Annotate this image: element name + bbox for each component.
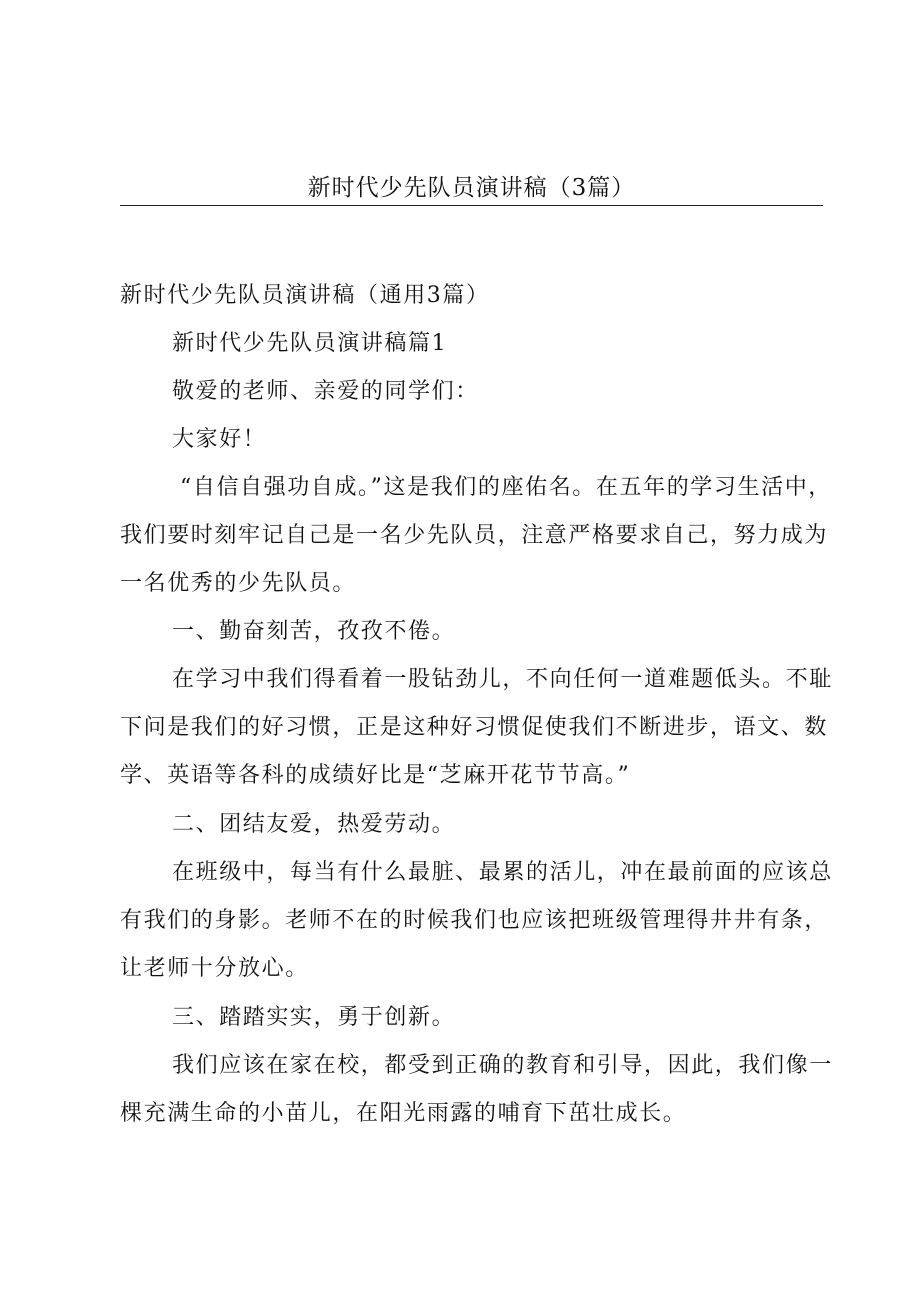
paragraph-line: 在班级中，每当有什么最脏、最累的活儿，冲在最前面的应该总 [172,860,833,885]
section-heading: 新时代少先队员演讲稿篇1 [172,331,448,356]
paragraph-line: 棵充满生命的小苗儿，在阳光雨露的哺育下茁壮成长。 [120,1101,687,1126]
paragraph-line: 我们应该在家在校，都受到正确的教育和引导，因此，我们像一 [172,1053,833,1078]
subtitle-line: 新时代少先队员演讲稿（通用3篇） [120,283,490,308]
point-heading: 三、踏踏实实，勇于创新。 [172,1005,456,1030]
paragraph-line: 一名优秀的少先队员。 [120,571,357,596]
paragraph-line: 我们要时刻牢记自己是一名少先队员，注意严格要求自己，努力成为 [120,523,829,548]
greeting: 大家好！ [172,427,267,452]
paragraph-line: 在学习中我们得看着一股钻劲儿，不向任何一道难题低头。不耻 [172,667,833,692]
salutation: 敬爱的老师、亲爱的同学们： [172,379,479,404]
paragraph-line: 有我们的身影。老师不在的时候我们也应该把班级管理得井井有条， [120,908,829,933]
title-underline [120,205,823,206]
document-title: 新时代少先队员演讲稿（3篇） [307,175,636,201]
paragraph-line: 下问是我们的好习惯，正是这种好习惯促使我们不断进步，语文、数 [120,715,829,740]
point-heading: 二、团结友爱，热爱劳动。 [172,812,456,837]
point-heading: 一、勤奋刻苦，孜孜不倦。 [172,619,456,644]
paragraph-line: 让老师十分放心。 [120,956,309,981]
paragraph-line: “自信自强功自成。”这是我们的座佑名。在五年的学习生活中， [180,475,832,500]
paragraph-line: 学、英语等各科的成绩好比是“芝麻开花节节高。” [120,763,631,788]
